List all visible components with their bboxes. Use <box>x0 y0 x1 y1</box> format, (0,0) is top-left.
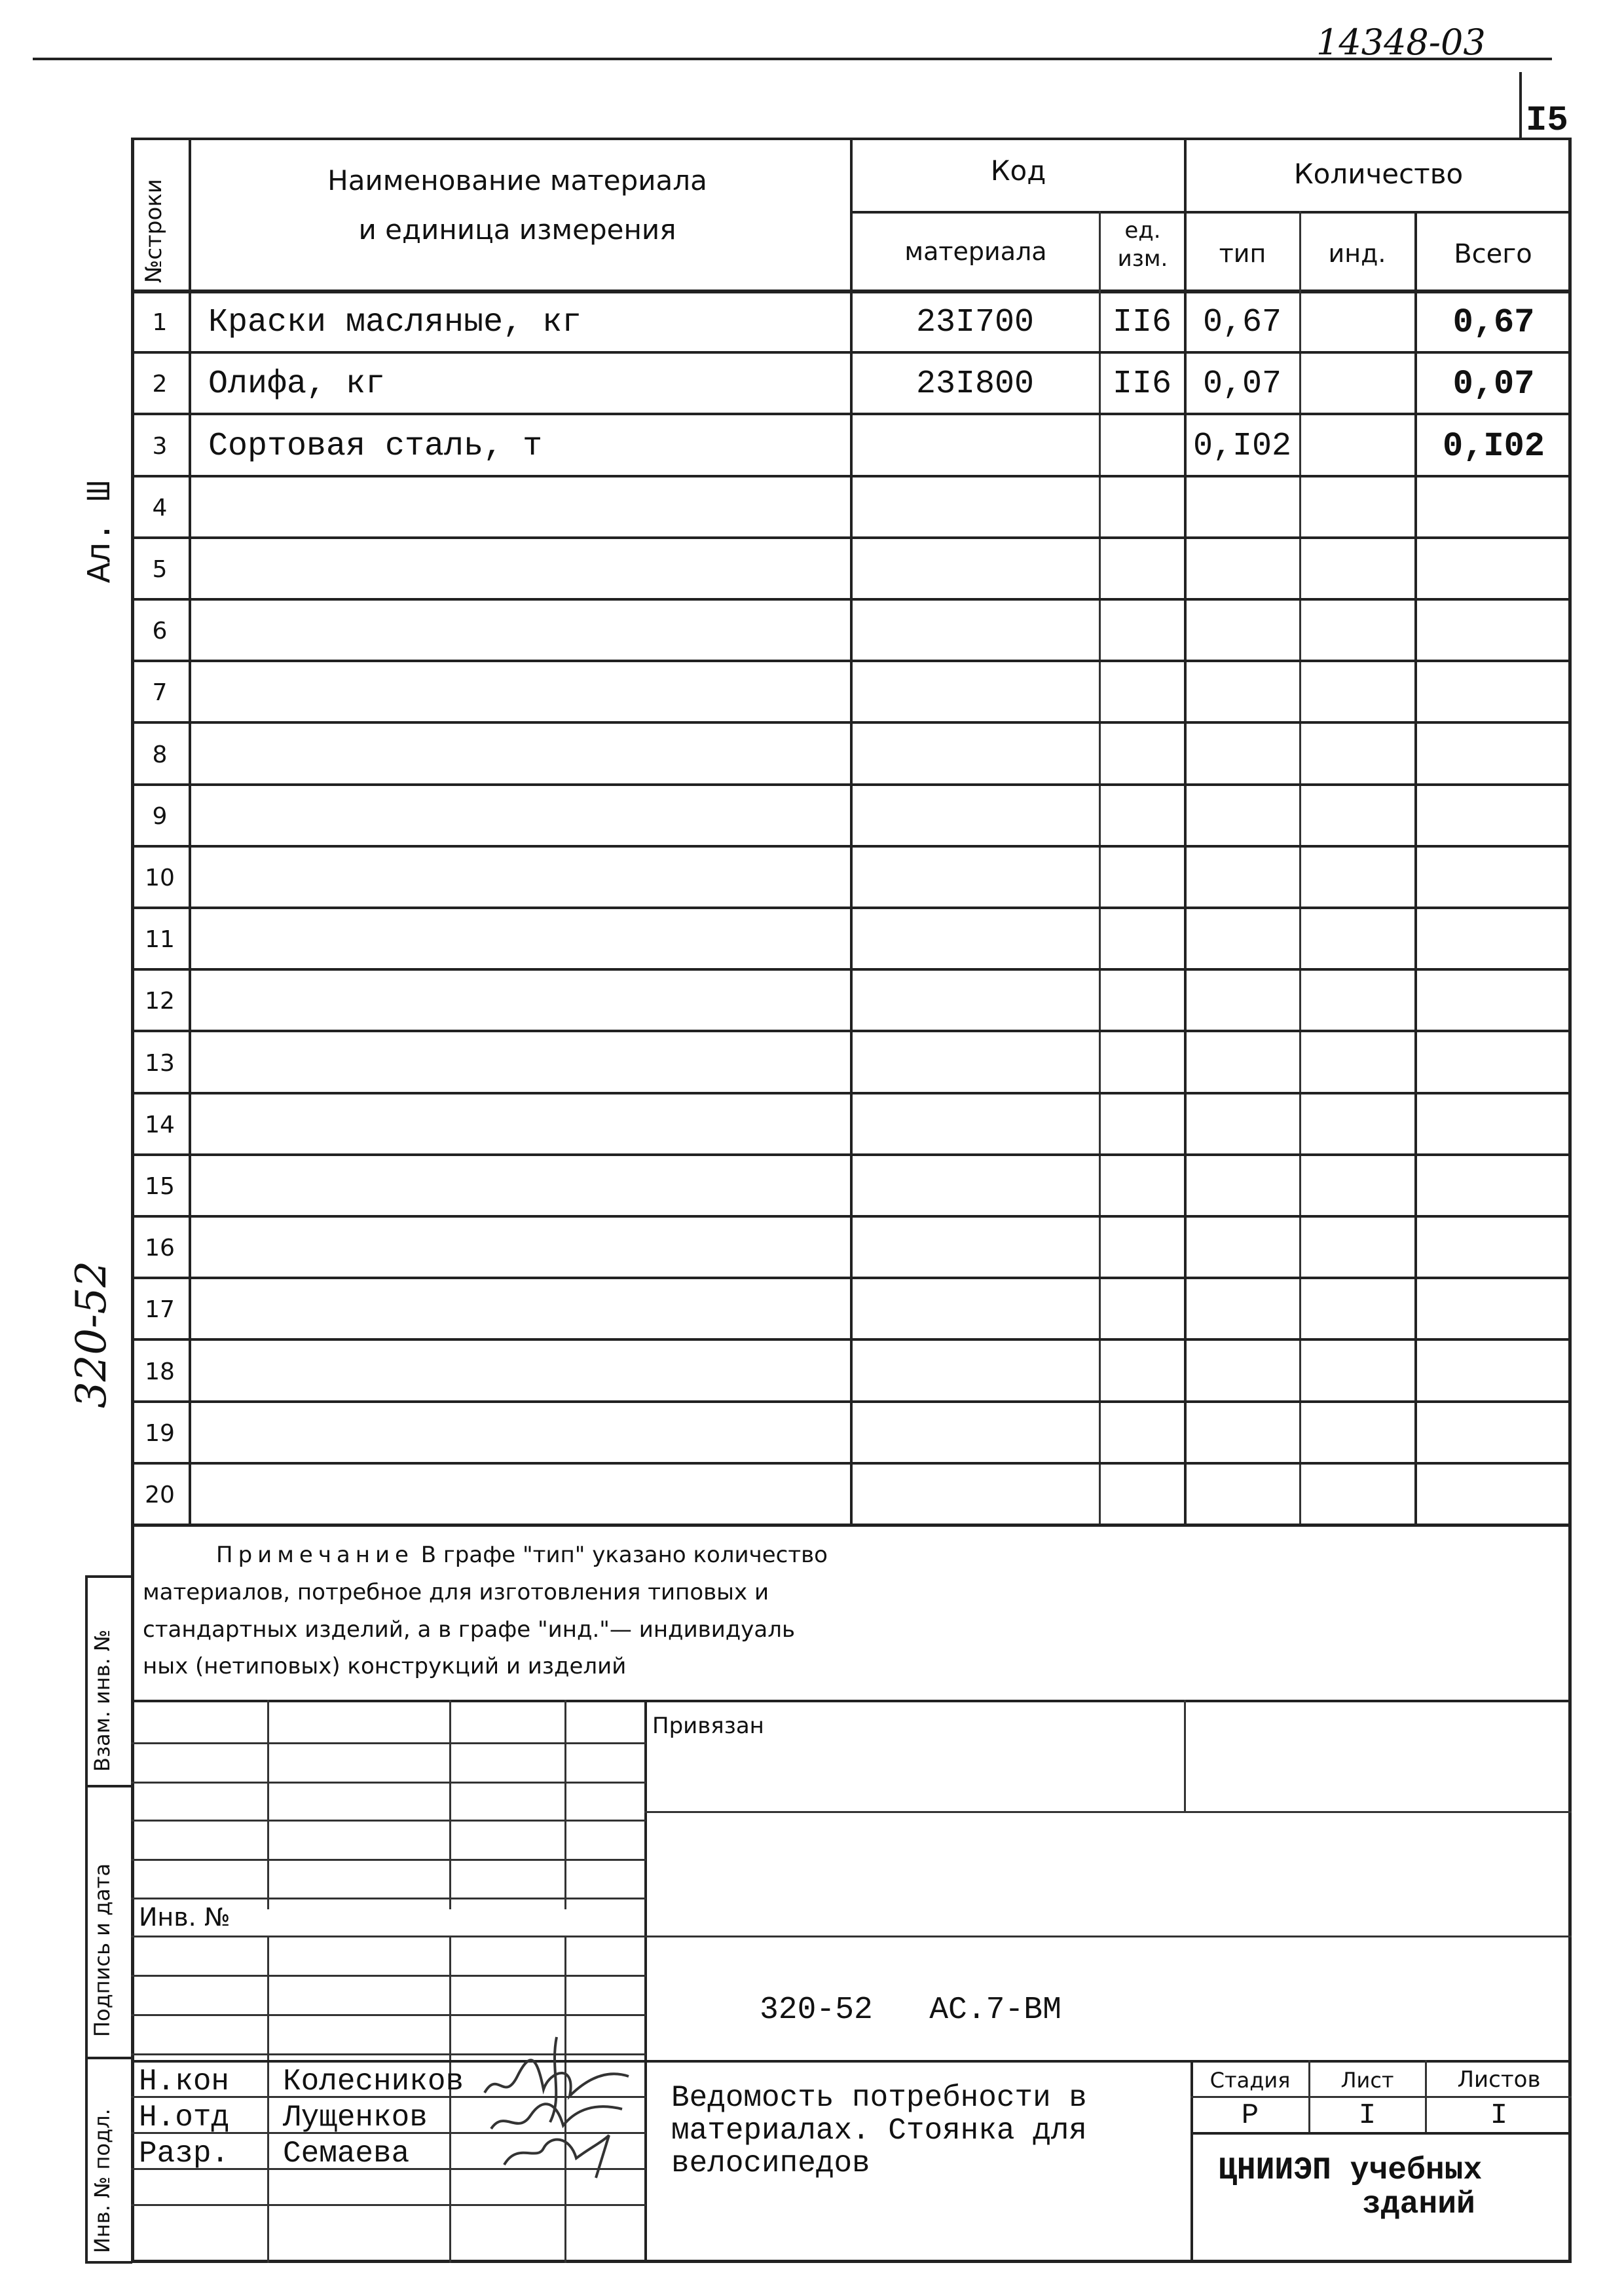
row-divider <box>131 907 1572 909</box>
designation: 320-52 АС.7-ВМ <box>760 1992 1061 2028</box>
name-header-line1: Наименование материала <box>327 164 707 196</box>
row-number: 3 <box>152 433 168 460</box>
stadiya-value: Р <box>1241 2099 1259 2132</box>
qty-total: 0,I02 <box>1442 427 1545 466</box>
row-divider <box>131 1092 1572 1094</box>
org-line1: ЦНИИЭП учебных <box>1218 2153 1483 2188</box>
note-line-2: материалов, потребное для изготовления типовых и <box>143 1579 769 1605</box>
unit-subheader-line1: ед. <box>1124 217 1161 244</box>
col-line-row-no <box>189 138 191 1524</box>
person-kolesnikov: Колесников <box>283 2065 464 2099</box>
row-number: 7 <box>152 679 168 706</box>
row-number: 9 <box>152 803 168 830</box>
row-number: 20 <box>145 1482 175 1508</box>
list-label: Лист <box>1340 2068 1394 2093</box>
row-number: 5 <box>152 556 168 583</box>
row-divider <box>131 413 1572 415</box>
row-number: 8 <box>152 741 168 768</box>
row-number: 1 <box>152 309 168 336</box>
material-name: Сортовая сталь, т <box>208 428 543 465</box>
row-divider <box>131 783 1572 786</box>
row-divider <box>131 598 1572 601</box>
qty-tip: 0,I02 <box>1192 428 1292 465</box>
col-line-ind <box>1414 211 1417 1524</box>
row-divider <box>131 721 1572 724</box>
inv-podl-label: Инв. № подл. <box>90 2108 115 2253</box>
row-number: 6 <box>152 618 168 645</box>
col-line-code <box>1099 211 1101 1524</box>
signature-marks <box>478 2030 648 2181</box>
inv-no-label: Инв. № <box>139 1903 231 1932</box>
row-divider <box>131 1215 1572 1218</box>
sheet-number: I5 <box>1526 101 1568 141</box>
role-razr: Разр. <box>139 2137 230 2171</box>
row-divider <box>131 660 1572 662</box>
vsego-subheader: Всего <box>1454 239 1532 269</box>
unit-subheader-line2: изм. <box>1117 246 1168 272</box>
margin-strip-left <box>85 1575 88 2263</box>
margin-strip-bottom <box>85 2261 132 2264</box>
row-divider <box>131 968 1572 971</box>
stamp-top-rule <box>131 1700 1572 1702</box>
stadiya-label: Стадия <box>1209 2068 1291 2093</box>
material-subheader: материала <box>904 237 1047 266</box>
row-number: 12 <box>145 988 175 1015</box>
row-divider <box>131 1400 1572 1403</box>
stamp-col-a <box>267 1700 269 1909</box>
project-side-label: 320-52 <box>67 1260 116 1408</box>
stamp-title-line3: велосипедов <box>671 2146 870 2180</box>
material-name: Олифа, кг <box>208 365 386 403</box>
name-header-line2: и единица измерения <box>358 214 676 246</box>
row-number-header: №строки <box>141 179 167 283</box>
unit-code: II6 <box>1112 365 1172 403</box>
row-number: 11 <box>145 926 175 953</box>
note-line1-rest: В графе "тип" указано количество <box>420 1542 828 1568</box>
row-number: 17 <box>145 1296 175 1323</box>
row-number: 14 <box>145 1112 175 1138</box>
qty-total: 0,07 <box>1452 365 1535 403</box>
role-n-otd: Н.отд <box>139 2101 230 2135</box>
doc-number: 14348-03 <box>1316 22 1486 63</box>
stamp-col-privyazan <box>1184 1700 1186 1811</box>
row-divider <box>131 1462 1572 1465</box>
podpis-data-label: Подпись и дата <box>90 1863 115 2037</box>
row-number: 13 <box>145 1050 175 1077</box>
material-name: Краски масляные, кг <box>208 304 582 341</box>
row-number: 10 <box>145 865 175 891</box>
tip-subheader: тип <box>1219 239 1266 268</box>
margin-strip-div2 <box>85 2057 132 2059</box>
note-top-rule <box>131 1524 1572 1527</box>
role-n-kon: Н.кон <box>139 2065 230 2099</box>
margin-strip-div1 <box>85 1785 132 1787</box>
row-divider <box>131 845 1572 848</box>
qty-total: 0,67 <box>1452 303 1535 342</box>
unit-code: II6 <box>1112 304 1172 341</box>
kolichestvo-header: Количество <box>1293 158 1464 190</box>
note-line-4: ных (нетиповых) конструкций и изделий <box>143 1653 627 1679</box>
row-divider <box>131 536 1572 539</box>
margin-strip-top <box>85 1575 132 1578</box>
row-number: 15 <box>145 1173 175 1200</box>
row-number: 18 <box>145 1358 175 1385</box>
row-divider <box>131 1030 1572 1032</box>
col-line-unit <box>1184 138 1187 1524</box>
row-number: 4 <box>152 495 168 521</box>
album-label: Ал. Ш <box>81 480 120 583</box>
note-line-1 <box>216 1544 828 1566</box>
row-number: 16 <box>145 1235 175 1262</box>
header-mid-rule <box>851 211 1572 214</box>
qty-tip: 0,07 <box>1202 365 1282 403</box>
row-divider <box>131 351 1572 354</box>
stamp-col-c <box>564 1700 566 1909</box>
qty-tip: 0,67 <box>1202 304 1282 341</box>
stamp-col-a2 <box>267 1936 269 2263</box>
listov-label: Листов <box>1457 2067 1541 2093</box>
row-divider <box>131 1153 1572 1156</box>
org-line2: зданий <box>1362 2187 1475 2222</box>
stamp-title-line2: материалах. Стоянка для <box>671 2114 1087 2148</box>
row-divider <box>131 1338 1572 1341</box>
material-code: 23I700 <box>915 304 1035 341</box>
person-semaeva: Семаева <box>283 2137 410 2171</box>
note-lead: Примечание <box>216 1542 414 1568</box>
stamp-col-b2 <box>449 1936 451 2263</box>
note-line-3: стандартных изделий, а в графе "инд."— индивидуаль <box>143 1617 796 1643</box>
row-divider <box>131 475 1572 477</box>
sheet-number-divider <box>1519 72 1522 139</box>
ind-subheader: инд. <box>1328 239 1386 268</box>
col-line-tip <box>1299 211 1301 1524</box>
row-divider <box>131 1277 1572 1279</box>
listov-value: I <box>1490 2099 1508 2132</box>
row-number: 2 <box>152 371 168 398</box>
material-code: 23I800 <box>915 365 1035 403</box>
stamp-title-line1: Ведомость потребности в <box>671 2081 1087 2115</box>
kod-header: Код <box>990 155 1046 187</box>
stamp-col-b <box>449 1700 451 1909</box>
row-number: 19 <box>145 1420 175 1447</box>
col-line-name <box>850 138 853 1524</box>
person-lushchenkov: Лущенков <box>283 2101 428 2135</box>
privyazan-label: Привязан <box>652 1713 764 1739</box>
list-value: I <box>1358 2099 1376 2132</box>
vzam-inv-label: Взам. инв. № <box>90 1629 115 1772</box>
